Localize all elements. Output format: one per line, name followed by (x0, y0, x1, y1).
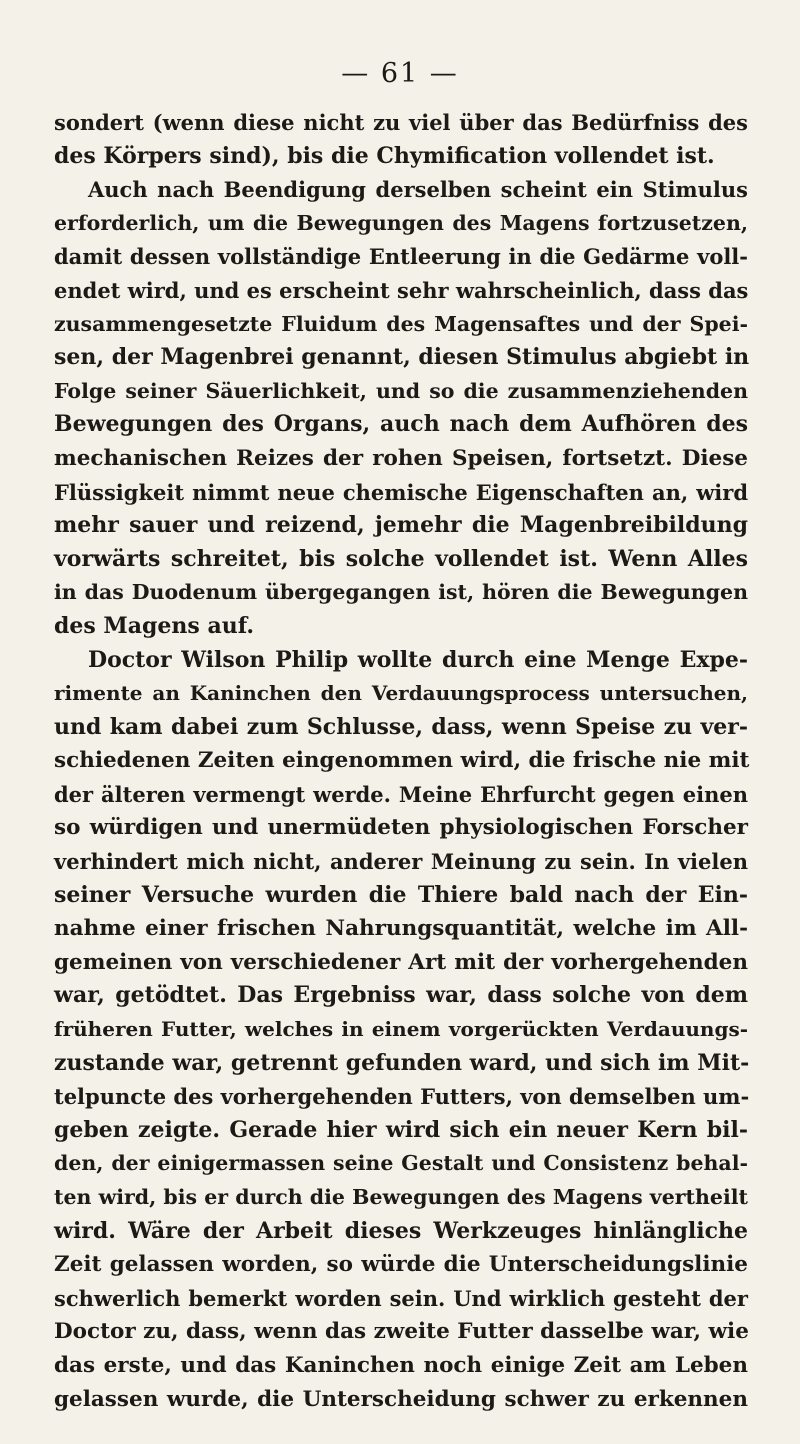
text-line: erforderlich, um die Bewegungen des Magens fortzusetzen, (54, 210, 748, 235)
text-line: zusammengesetzte Fluidum des Magensaftes und der Spei- (54, 311, 748, 336)
text-line: Doctor zu, dass, wenn das zweite Futter dasselbe war, wie (54, 1319, 749, 1345)
text-line: sen, der Magenbrei genannt, diesen Stimulus abgiebt in (54, 344, 750, 371)
text-line: des Magens auf. (54, 612, 255, 639)
text-line: seiner Versuche wurden die Thiere bald nach der Ein- (54, 881, 748, 908)
text-line: und kam dabei zum Schlusse, dass, wenn Speise zu ver- (54, 713, 748, 740)
text-line: des Körpers sind), bis die Chymification vollendet ist. (54, 142, 715, 169)
text-line: damit dessen vollständige Entleerung in die Gedärme voll- (54, 244, 748, 270)
text-line: rimente an Kaninchen den Verdauungsprocess untersuchen, (54, 681, 748, 706)
text-line: sondert (wenn diese nicht zu viel über das Bedürfniss des (54, 110, 748, 135)
text-line: früheren Futter, welches in einem vorgerückten Verdauungs- (54, 1017, 748, 1042)
text-line: schiedenen Zeiten eingenommen wird, die frische nie mit (54, 748, 750, 774)
text-line: mehr sauer und reizend, jemehr die Magenbreibildung (54, 512, 748, 539)
text-line: nahme einer frischen Nahrungsquantität, welche im All- (54, 916, 748, 942)
text-line: Folge seiner Säuerlichkeit, und so die zusammenziehenden (54, 378, 748, 403)
text-line: ten wird, bis er durch die Bewegungen des Magens vertheilt (54, 1185, 748, 1209)
text-line: Bewegungen des Organs, auch nach dem Aufhören des (54, 411, 748, 438)
text-line: telpuncte des vorhergehenden Futters, von demselben um- (54, 1084, 750, 1110)
text-line: der älteren vermengt werde. Meine Ehrfurcht gegen einen (54, 781, 748, 807)
text-line: verhindert mich nicht, anderer Meinung zu sein. In vielen (54, 849, 748, 875)
text-line: den, der einigermassen seine Gestalt und Consistenz behal- (54, 1151, 748, 1176)
text-line: Zeit gelassen worden, so würde die Unterscheidungslinie (54, 1252, 748, 1278)
text-line: gelassen wurde, die Unterscheidung schwer zu erkennen (54, 1386, 748, 1412)
body-text (54, 106, 748, 1416)
text-line: zustande war, getrennt gefunden ward, und sich im Mit- (54, 1049, 750, 1076)
text-line: Flüssigkeit nimmt neue chemische Eigenschaften an, wird (54, 479, 748, 505)
text-line: wird. Wäre der Arbeit dieses Werkzeuges hinlängliche (54, 1217, 748, 1244)
text-line: mechanischen Reizes der rohen Speisen, fortsetzt. Diese (54, 445, 748, 471)
text-line: geben zeigte. Gerade hier wird sich ein neuer Kern bil- (54, 1116, 748, 1143)
text-line: gemeinen von verschiedener Art mit der vorhergehenden (54, 949, 748, 975)
page-number: — 61 — (341, 58, 459, 89)
text-line: Auch nach Beendigung derselben scheint ein Stimulus (88, 177, 748, 203)
text-line: vorwärts schreitet, bis solche vollendet ist. Wenn Alles (54, 545, 748, 572)
text-line: so würdigen und unermüdeten physiologischen Forscher (54, 815, 748, 841)
text-line: in das Duodenum übergegangen ist, hören die Bewegungen (54, 580, 748, 605)
text-line: endet wird, und es erscheint sehr wahrscheinlich, dass das (54, 277, 749, 303)
text-line: schwerlich bemerkt worden sein. Und wirklich gesteht der (54, 1285, 748, 1311)
text-line: Doctor Wilson Philip wollte durch eine Menge Expe- (88, 646, 748, 673)
text-line: war, getödtet. Das Ergebniss war, dass solche von dem (54, 982, 748, 1009)
text-line: das erste, und das Kaninchen noch einige Zeit am Leben (54, 1352, 748, 1378)
